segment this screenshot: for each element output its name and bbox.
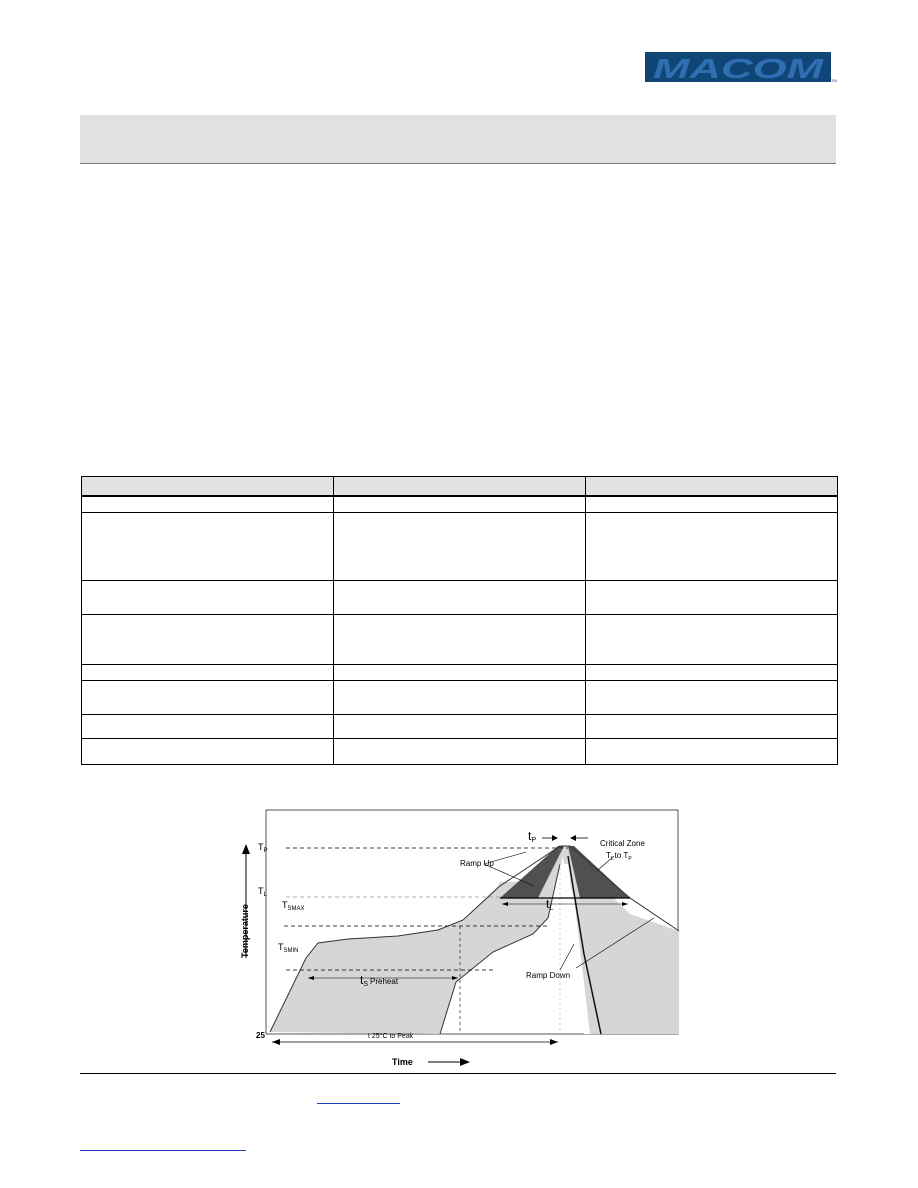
tsmax-label: T xyxy=(282,900,288,910)
table-cell xyxy=(586,496,838,512)
svg-text:TSMAX: $T_{SMAX}$ xyxy=(282,900,305,912)
table-cell xyxy=(82,664,334,680)
header-cell xyxy=(82,477,334,497)
table-cell xyxy=(586,580,838,614)
table-cell xyxy=(82,738,334,764)
ramp-down-label: Ramp Down xyxy=(526,971,571,980)
tsmin-label: T xyxy=(278,942,284,952)
table-cell xyxy=(334,680,586,714)
t-s-label: t xyxy=(360,973,364,987)
table-cell xyxy=(334,512,586,580)
svg-text:tP: tP xyxy=(528,829,537,844)
table-cell xyxy=(586,738,838,764)
tl-label: T xyxy=(258,886,264,896)
svg-text:TSMIN: $T_{SMIN}$ xyxy=(278,942,299,954)
reflow-profile-diagram xyxy=(238,808,682,1070)
reflow-spec-table xyxy=(81,476,838,765)
header-cell xyxy=(334,477,586,497)
table-cell xyxy=(586,614,838,664)
table-cell xyxy=(82,680,334,714)
table-cell xyxy=(82,614,334,664)
logo-text: MACOM xyxy=(653,53,825,84)
footer-link-underline[interactable] xyxy=(80,1150,246,1151)
table-cell xyxy=(586,664,838,680)
svg-text:TL: $T_L$ xyxy=(258,886,267,898)
table-cell xyxy=(334,738,586,764)
svg-text:TLto TP: $T_Lto$ $T_P$ xyxy=(606,851,632,862)
table-cell xyxy=(586,512,838,580)
table-cell xyxy=(82,512,334,580)
to-peak-label: t 25°C to Peak xyxy=(368,1033,414,1040)
svg-text:tL: tL xyxy=(546,897,554,912)
footer-rule xyxy=(80,1073,836,1074)
header-cell xyxy=(586,477,838,497)
title-band xyxy=(80,115,836,164)
svg-text:TP: $T_P$ xyxy=(258,842,268,854)
table-cell xyxy=(334,580,586,614)
table-cell xyxy=(82,714,334,738)
svg-text:TM: TM xyxy=(831,78,837,83)
table-cell xyxy=(334,714,586,738)
table-cell xyxy=(334,614,586,664)
xlabel: Time xyxy=(392,1057,413,1067)
critical-zone-label: Critical Zone xyxy=(600,839,645,848)
t-l-label: t xyxy=(546,897,550,911)
origin-label: 25 xyxy=(256,1031,265,1040)
table-cell xyxy=(82,496,334,512)
table-cell xyxy=(82,580,334,614)
ramp-up-label: Ramp Up xyxy=(460,859,494,868)
table-cell xyxy=(586,680,838,714)
tp-label: T xyxy=(258,842,264,852)
table-cell xyxy=(586,714,838,738)
table-cell xyxy=(334,496,586,512)
table-cell xyxy=(334,664,586,680)
footer-link-underline[interactable] xyxy=(317,1103,400,1104)
svg-text:tSPreheat: tS Preheat xyxy=(360,973,399,988)
macom-logo xyxy=(645,52,837,84)
t-p-label: t xyxy=(528,829,532,843)
ylabel: Temperature xyxy=(240,904,250,958)
critical-zone-range: T xyxy=(606,851,611,860)
